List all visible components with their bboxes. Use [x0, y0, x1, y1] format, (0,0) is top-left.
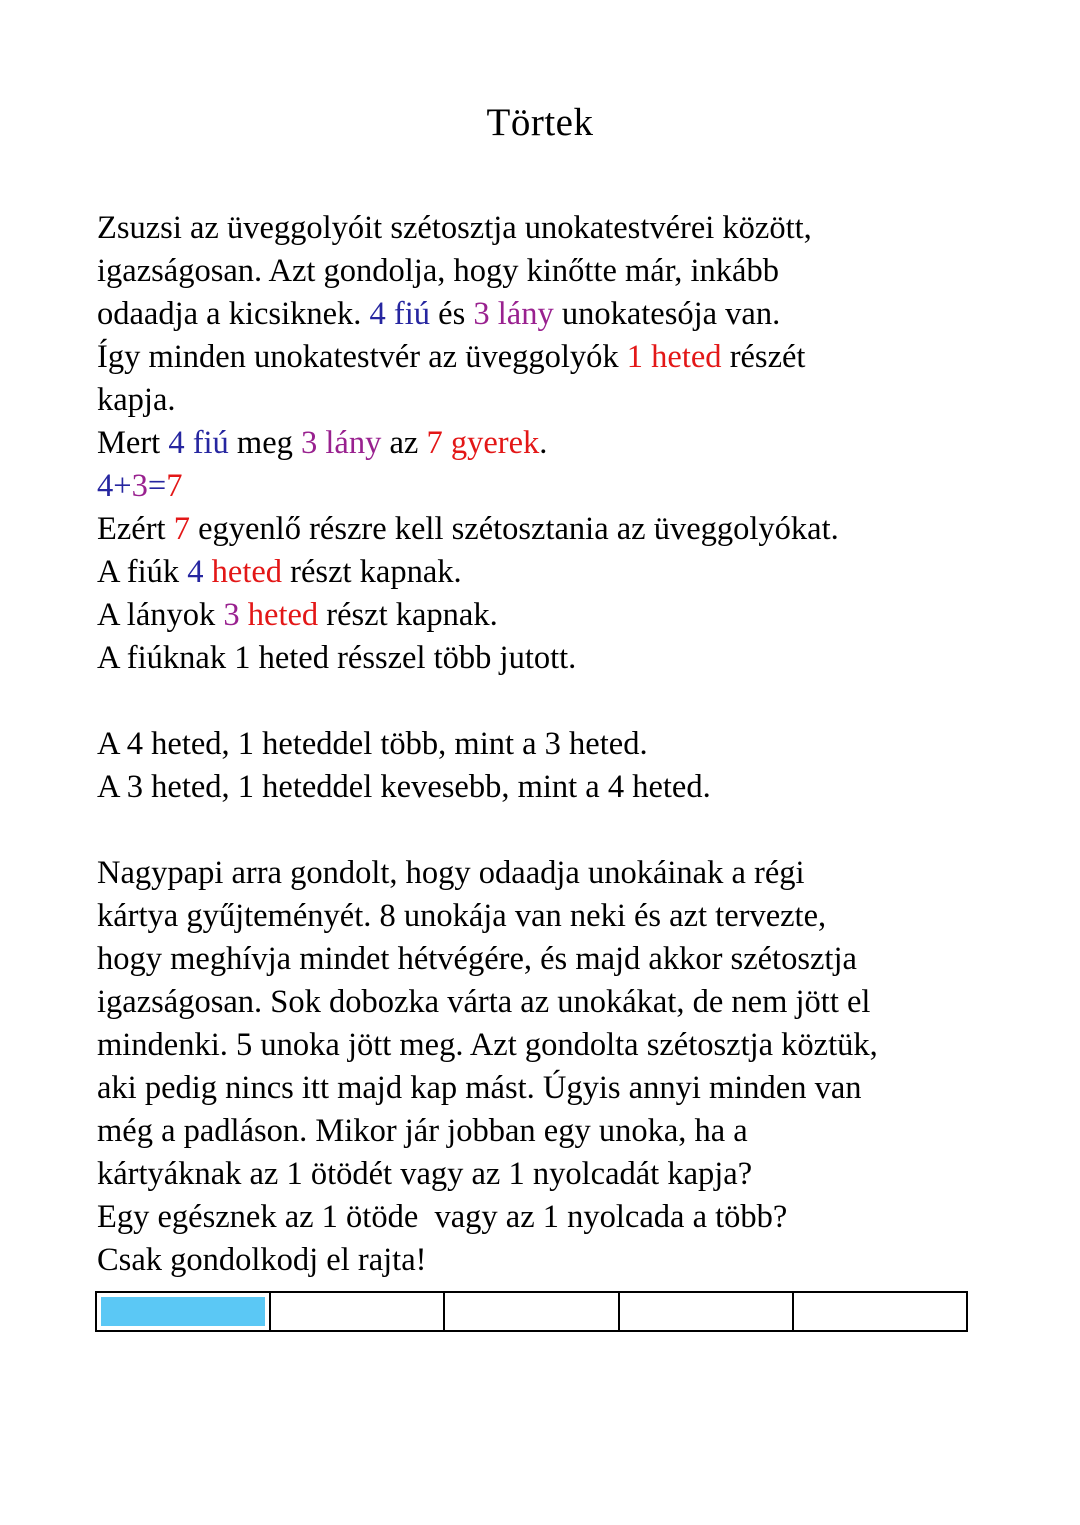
text-run-black: A 4 heted, 1 heteddel több, mint a 3 heted. [97, 726, 648, 762]
text-line [97, 895, 1020, 938]
blank-line [97, 680, 1020, 723]
text-run-black: igazságosan. Azt gondolja, hogy kinőtte már, inkább [97, 253, 779, 289]
text-line [97, 1067, 1020, 1110]
text-run-black: egyenlő részre kell szétosztania az üveggolyókat. [189, 511, 839, 547]
text-line [97, 723, 1020, 766]
text-line [97, 250, 1020, 293]
text-run-black: hogy meghívja mindet hétvégére, és majd akkor szétosztja [97, 941, 857, 977]
text-run-black: még a padláson. Mikor jár jobban egy unoka, ha a [97, 1113, 748, 1149]
document-text [97, 207, 1020, 1282]
text-run-black: és [430, 296, 474, 332]
text-line [97, 1196, 1020, 1239]
text-run-red: heted [211, 554, 283, 590]
text-line [97, 1153, 1020, 1196]
text-run-black: Mert [97, 425, 169, 461]
text-run-black: kapja. [97, 382, 176, 418]
text-run-black: az [381, 425, 427, 461]
text-run-black: Ezért [97, 511, 174, 547]
text-run-black: részét [721, 339, 806, 375]
text-run-blue: 4 fiú [369, 296, 431, 332]
text-run-blue: 4+ [97, 468, 132, 504]
text-run-red: 7 gyerek [426, 425, 540, 461]
text-run-black: Csak gondolkodj el rajta! [97, 1242, 427, 1278]
text-run-blue: 4 [187, 554, 204, 590]
page-title: Törtek [486, 101, 594, 144]
text-run-blue: 4 fiú [168, 425, 229, 461]
text-run-red: 1 heted [626, 339, 722, 375]
fraction-cell-empty [445, 1293, 619, 1330]
text-run-black: részt kapnak. [318, 597, 498, 633]
text-run-black: unokatesója van. [553, 296, 781, 332]
text-run-black [240, 597, 248, 633]
text-line [97, 379, 1020, 422]
text-run-black: Így minden unokatestvér az üveggolyók [97, 339, 627, 375]
blank-line [97, 809, 1020, 852]
text-run-black: igazságosan. Sok dobozka várta az unokákat, de nem jött el [97, 984, 871, 1020]
fraction-cell-fill [101, 1297, 265, 1326]
text-run-black: odaadja a kicsiknek. [97, 296, 370, 332]
text-run-black: mindenki. 5 unoka jött meg. Azt gondolta szétosztja köztük, [97, 1027, 878, 1063]
text-line [97, 637, 1020, 680]
text-line [97, 465, 1020, 508]
text-run-purple: 3 [223, 597, 240, 633]
text-run-black: kártyáknak az 1 ötödét vagy az 1 nyolcadát kapja? [97, 1156, 753, 1192]
text-run-black: aki pedig nincs itt majd kap mást. Úgyis annyi minden van [97, 1070, 862, 1106]
text-line [97, 594, 1020, 637]
text-run-black: Nagypapi arra gondolt, hogy odaadja unokáinak a régi [97, 855, 805, 891]
fraction-cell-filled [97, 1293, 271, 1330]
fraction-cell-empty [794, 1293, 966, 1330]
text-line [97, 852, 1020, 895]
text-run-black: Egy egésznek az 1 ötöde vagy az 1 nyolcada a több? [97, 1199, 788, 1235]
text-line [97, 207, 1020, 250]
text-line [97, 766, 1020, 809]
text-line [97, 293, 1020, 336]
text-run-purple: 3 lány [301, 425, 382, 461]
text-line [97, 508, 1020, 551]
text-run-black: A lányok [97, 597, 224, 633]
text-line [97, 1024, 1020, 1067]
text-line [97, 422, 1020, 465]
text-line [97, 938, 1020, 981]
text-run-purple: 3 lány [473, 296, 554, 332]
text-run-red: 7 [166, 468, 183, 504]
text-run-black: részt kapnak. [282, 554, 462, 590]
text-line [97, 336, 1020, 379]
text-run-black: Zsuzsi az üveggolyóit szétosztja unokatestvérei között, [97, 210, 812, 246]
fraction-cell-empty [271, 1293, 445, 1330]
text-line [97, 551, 1020, 594]
text-run-purple: 3 [131, 468, 148, 504]
fraction-cell-empty [620, 1293, 794, 1330]
text-run-black: meg [228, 425, 302, 461]
text-run-black: . [539, 425, 548, 461]
text-run-black [204, 554, 212, 590]
fraction-bar-table [95, 1291, 968, 1332]
text-run-black: A 3 heted, 1 heteddel kevesebb, mint a 4 heted. [97, 769, 711, 805]
text-line [97, 1239, 1020, 1282]
text-run-red: heted [247, 597, 319, 633]
text-run-red: 7 [173, 511, 190, 547]
text-run-black: A fiúknak 1 heted résszel több jutott. [97, 640, 577, 676]
text-run-black: A fiúk [97, 554, 188, 590]
text-line [97, 981, 1020, 1024]
text-run-black: kártya gyűjteményét. 8 unokája van neki és azt tervezte, [97, 898, 827, 934]
text-line [97, 1110, 1020, 1153]
text-run-blue: = [147, 468, 167, 504]
